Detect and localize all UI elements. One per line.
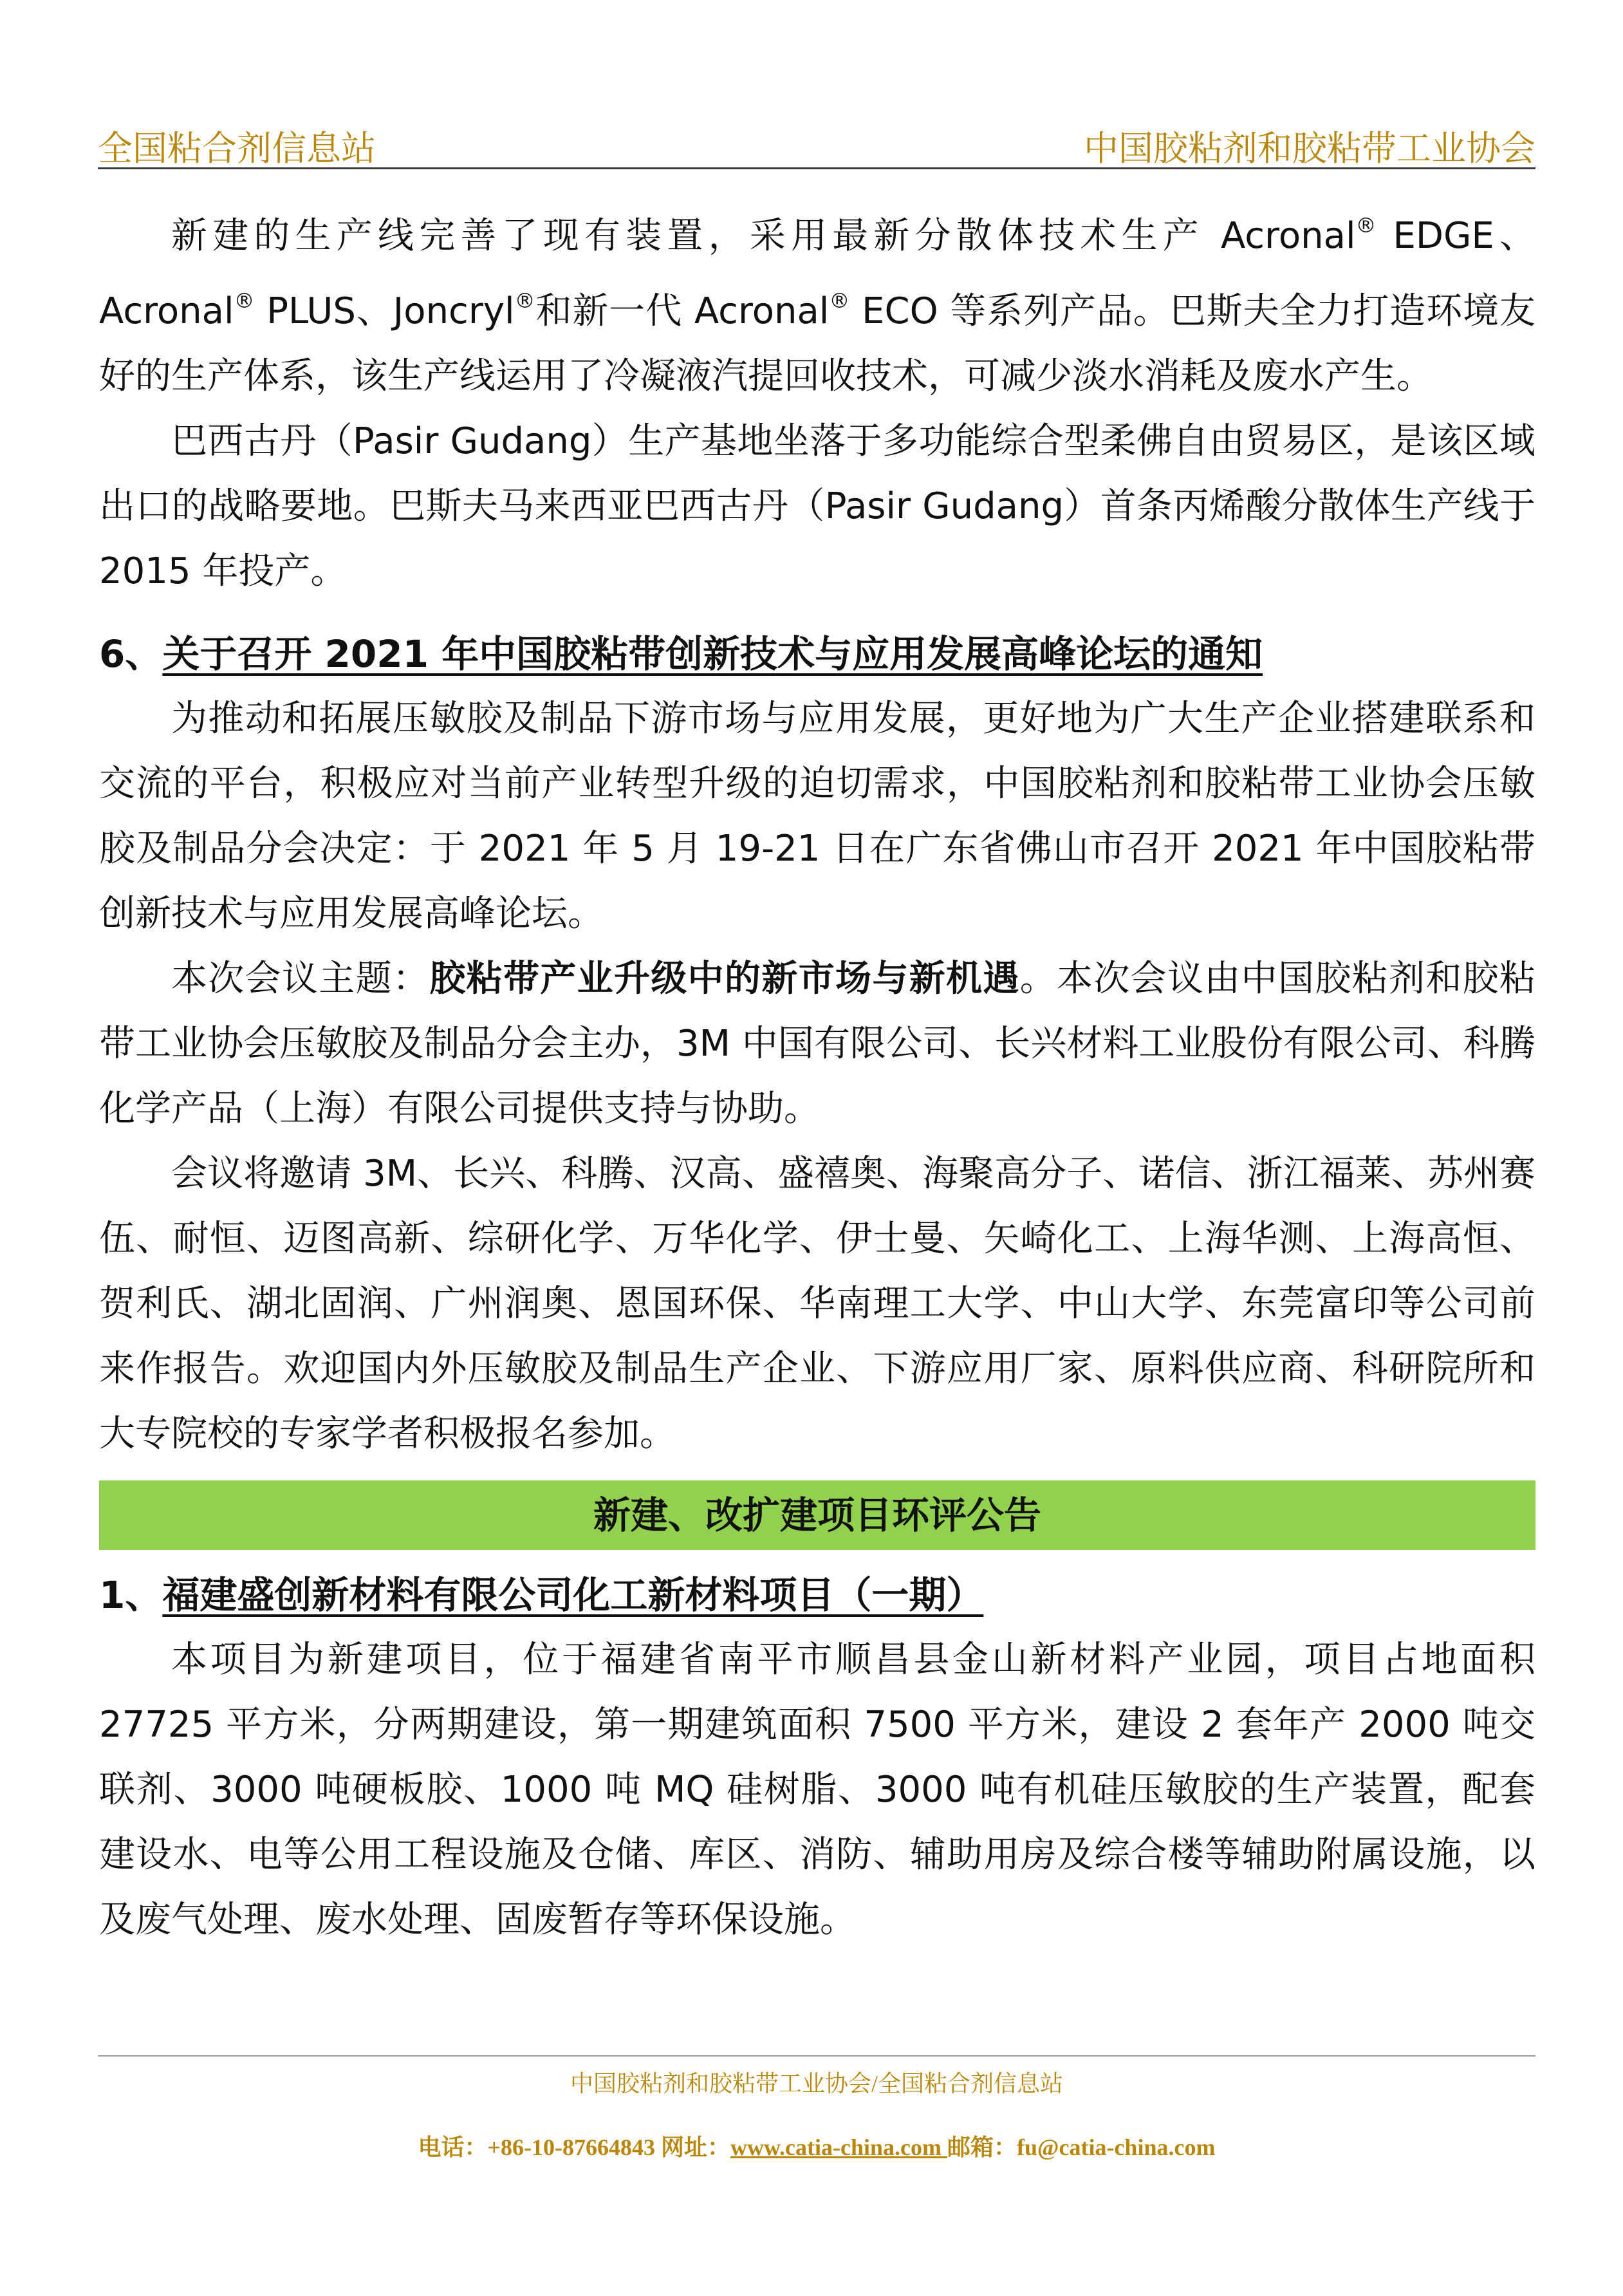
paragraph-production-line: 新建的生产线完善了现有装置，采用最新分散体技术生产 Acronal® EDGE、Acronal® PLUS、Joncryl®和新一代 Acronal® ECO 等系列产品。巴斯夫全力打造环境友好的生产体系，该生产线运用了冷凝液汽提回收技术，可减少淡水消耗及废水产生。	[99, 213, 1535, 397]
section-band-title: 新建、改扩建项目环评公告	[99, 1480, 1535, 1550]
paragraph-forum-purpose: 为推动和拓展压敏胶及制品下游市场与应用发展，更好地为广大生产企业搭建联系和交流的平台，积极应对当前产业转型升级的迫切需求，中国胶粘剂和胶粘带工业协会压敏胶及制品分会决定：于 2021 年 5 月 19-21 日在广东省佛山市召开 2021 年中国胶粘带创新技术与应用发展高峰论坛。	[99, 698, 1535, 935]
project-1-heading: 1、福建盛创新材料有限公司化工新材料项目（一期）	[99, 1573, 984, 1617]
footer-org-line: 中国胶粘剂和胶粘带工业协会/全国粘合剂信息站	[570, 2071, 1063, 2096]
paragraph-forum-speakers: 会议将邀请 3M、长兴、科腾、汉高、盛禧奥、海聚高分子、诺信、浙江福莱、苏州赛伍、耐恒、迈图高新、综研化学、万华化学、伊士曼、矢崎化工、上海华测、上海高恒、贺利氏、湖北固润、广州润奥、恩国环保、华南理工大学、中山大学、东莞富印等公司前来作报告。欢迎国内外压敏胶及制品生产企业、下游应用厂家、原料供应商、科研院所和大专院校的专家学者积极报名参加。	[99, 1153, 1535, 1455]
paragraph-pasir-gudang: 巴西古丹（Pasir Gudang）生产基地坐落于多功能综合型柔佛自由贸易区，是该区域出口的战略要地。巴斯夫马来西亚巴西古丹（Pasir Gudang）首条丙烯酸分散体生产线于 2015 年投产。	[99, 420, 1535, 592]
document-body	[99, 193, 1535, 1952]
header-association-name: 中国胶粘剂和胶粘带工业协会	[1084, 128, 1535, 169]
header-site-name: 全国粘合剂信息站	[98, 128, 376, 169]
page-footer	[98, 2055, 1535, 2162]
page-header	[98, 116, 1535, 169]
paragraph-project-1: 本项目为新建项目，位于福建省南平市顺昌县金山新材料产业园，项目占地面积 27725 平方米，分两期建设，第一期建筑面积 7500 平方米，建设 2 套年产 2000 吨交联剂、3000 吨硬板胶、1000 吨 MQ 硅树脂、3000 吨有机硅压敏胶的生产装置，配套建设水、电等公用工程设施及仓储、库区、消防、辅助用房及综合楼等辅助附属设施，以及废气处理、废水处理、固废暂存等环保设施。	[99, 1639, 1535, 1941]
paragraph-forum-theme: 本次会议主题：胶粘带产业升级中的新市场与新机遇。本次会议由中国胶粘剂和胶粘带工业协会压敏胶及制品分会主办，3M 中国有限公司、长兴材料工业股份有限公司、科腾化学产品（上海）有限公司提供支持与协助。	[99, 958, 1536, 1130]
footer-contact-line: 电话：+86-10-87664843 网址：www.catia-china.com 邮箱：fu@catia-china.com	[418, 2134, 1216, 2160]
section-6-heading: 6、关于召开 2021 年中国胶粘带创新技术与应用发展高峰论坛的通知	[99, 632, 1263, 676]
footer-website-link[interactable]: www.catia-china.com	[730, 2134, 947, 2160]
